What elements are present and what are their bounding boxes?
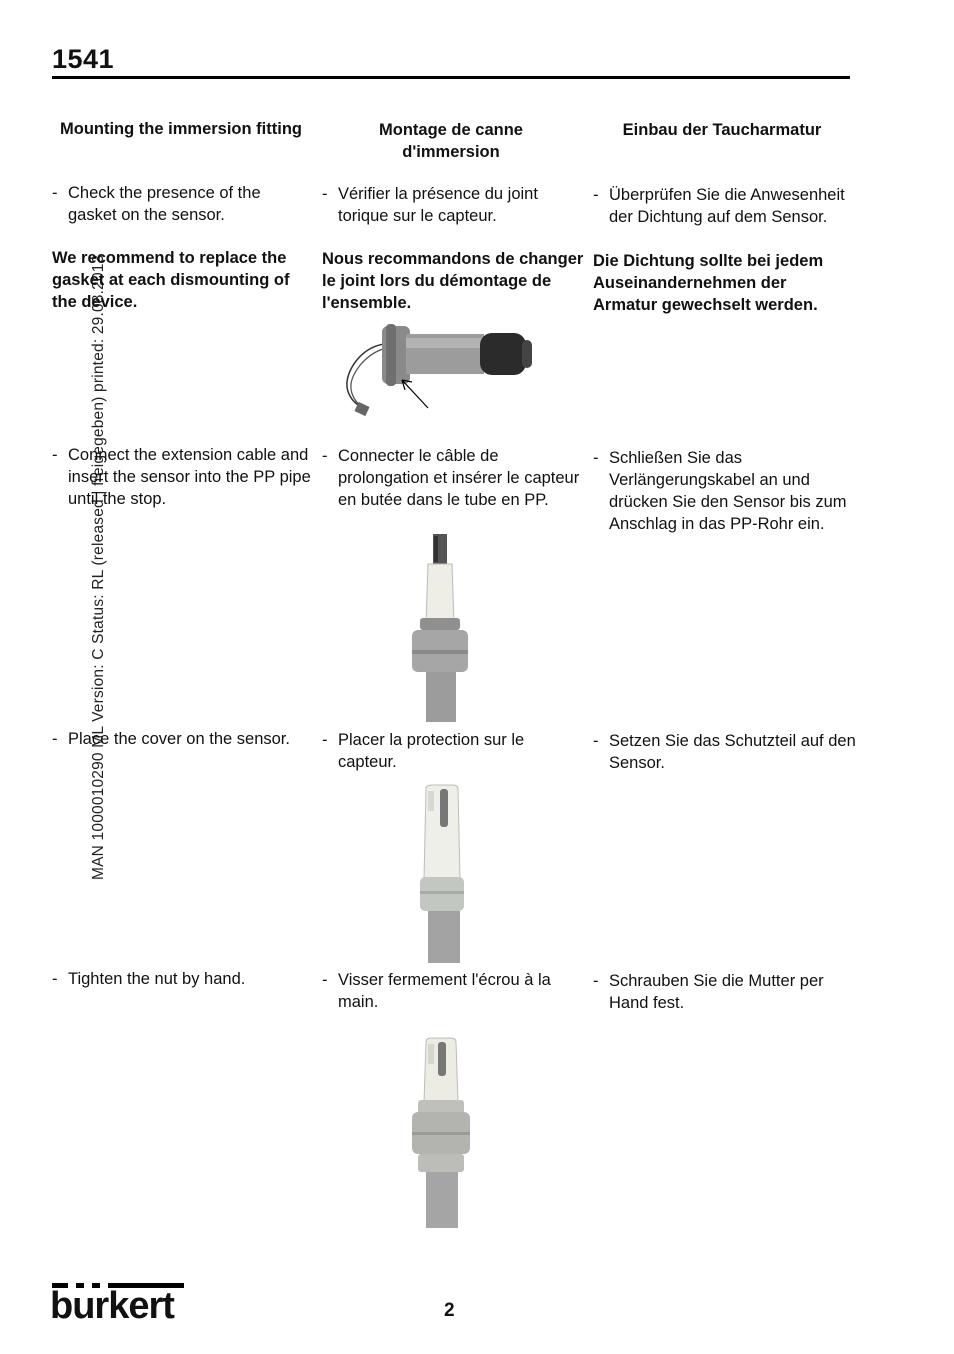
note-en: We recommend to replace the gasket at each dismounting of the device. [52,249,290,311]
step1-fr-text: Vérifier la présence du joint torique sur le capteur. [338,185,538,225]
step2-en-text: Connect the extension cable and insert the sensor into the PP pipe until the stop. [68,446,311,508]
step2-en [52,444,313,510]
list-marker: - [52,730,58,748]
step1-de [593,184,867,228]
step1-fr [322,183,583,227]
list-marker: - [52,184,58,202]
step3-en [52,728,326,750]
step1-en [52,182,313,226]
step3-en-text: Place the cover on the sensor. [68,730,290,748]
heading-fr: Montage de canne d'immersion [379,121,523,161]
step4-de-text: Schrauben Sie die Mutter per Hand fest. [609,972,824,1012]
step4-en [52,968,313,990]
step3-fr-text: Placer la protection sur le capteur. [338,731,525,771]
step2-de-text: Schließen Sie das Verlängerungskabel an und drücken Sie den Sensor bis zum Anschlag in das PP-Rohr ein. [609,449,847,533]
note-de: Die Dichtung sollte bei jedem Auseinandernehmen der Armatur gewechselt werden. [593,252,824,314]
sensor-gasket-image [342,320,542,432]
side-print-info: MAN 1000010290 ML Version: C Status: RL (released | freigegeben) printed: 29.08.2013 [90,254,107,880]
step1-en-text: Check the presence of the gasket on the sensor. [68,184,261,224]
list-marker: - [322,447,328,465]
list-marker: - [322,185,328,203]
step2-fr-text: Connecter le câble de prolongation et insérer le capteur en butée dans le tube en PP. [338,447,580,509]
list-marker: - [52,446,58,464]
step2-fr [322,445,588,511]
heading-en: Mounting the immersion fitting [60,120,302,138]
page-number: 2 [444,1300,455,1321]
heading-de: Einbau der Taucharmatur [622,121,822,139]
list-marker: - [593,449,599,467]
nut-tightened-image [408,1036,474,1228]
list-marker: - [322,971,328,989]
list-marker: - [322,731,328,749]
cover-on-sensor-image [412,783,472,963]
step3-de [593,730,867,774]
step1-de-text: Überprüfen Sie die Anwesenheit der Dichtung auf dem Sensor. [609,186,845,226]
step4-de [593,970,867,1014]
step4-fr-text: Visser fermement l'écrou à la main. [338,971,551,1011]
list-marker: - [52,970,58,988]
note-fr: Nous recommandons de changer le joint lors du démontage de l'ensemble. [322,250,584,312]
step3-de-text: Setzen Sie das Schutzteil auf den Sensor. [609,732,856,772]
logo-wordmark: burkert [50,1285,174,1327]
list-marker: - [593,972,599,990]
document-number: 1541 [52,44,115,74]
step4-fr [322,969,588,1013]
sensor-in-pipe-image [408,532,472,722]
step3-fr [322,729,583,773]
step2-de [593,447,861,535]
list-marker: - [593,186,599,204]
header-rule [52,76,850,79]
step4-en-text: Tighten the nut by hand. [68,970,246,988]
list-marker: - [593,732,599,750]
